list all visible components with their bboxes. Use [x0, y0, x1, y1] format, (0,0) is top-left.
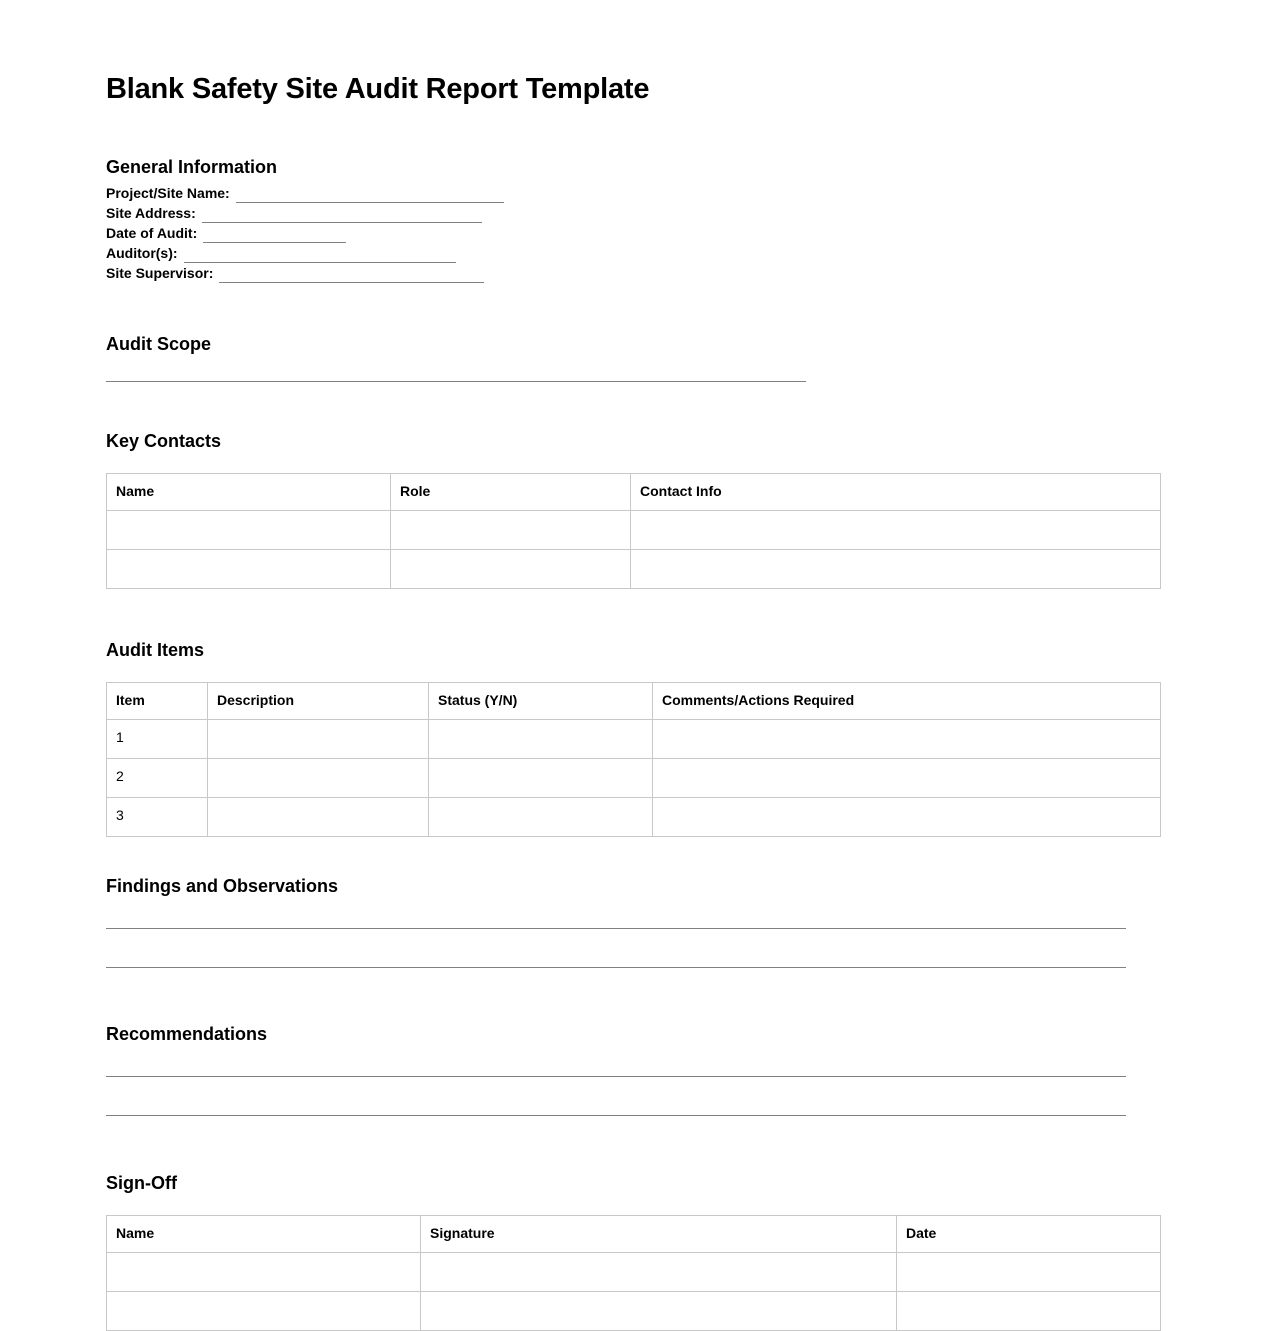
- section-heading-findings-and-observations: Findings and Observations: [106, 876, 339, 896]
- table-header-row: [107, 683, 1161, 720]
- cell-status[interactable]: [429, 759, 653, 798]
- findings-write-in-line-1[interactable]: [106, 928, 1126, 929]
- key-contacts-table: [106, 473, 1161, 589]
- column-header-description: Description: [208, 683, 429, 720]
- column-header-comments-actions: Comments/Actions Required: [653, 683, 1161, 720]
- column-header-name: Name: [107, 1216, 421, 1253]
- section-heading-key-contacts: Key Contacts: [106, 431, 222, 451]
- cell-description[interactable]: [208, 759, 429, 798]
- cell-signature[interactable]: [421, 1253, 897, 1292]
- cell-item-number: 2: [107, 759, 208, 798]
- cell-name[interactable]: [107, 511, 391, 550]
- field-label-date-of-audit: Date of Audit:: [106, 225, 198, 241]
- field-label-site-address: Site Address:: [106, 205, 196, 221]
- field-input-date-of-audit[interactable]: [203, 228, 346, 243]
- table-row: [107, 511, 1161, 550]
- column-header-role: Role: [391, 474, 631, 511]
- column-header-item: Item: [107, 683, 208, 720]
- cell-contact-info[interactable]: [631, 550, 1161, 589]
- general-information-field-list: [106, 178, 1157, 283]
- cell-name[interactable]: [107, 1253, 421, 1292]
- section-heading-sign-off: Sign-Off: [106, 1173, 177, 1193]
- table-row: [107, 1253, 1161, 1292]
- sign-off-table: [106, 1215, 1161, 1331]
- section-heading-audit-items: Audit Items: [106, 640, 205, 660]
- field-input-auditors[interactable]: [184, 248, 456, 263]
- cell-item-number: 1: [107, 720, 208, 759]
- cell-status[interactable]: [429, 798, 653, 837]
- field-label-site-supervisor: Site Supervisor:: [106, 265, 214, 281]
- table-row: [107, 798, 1161, 837]
- cell-status[interactable]: [429, 720, 653, 759]
- cell-name[interactable]: [107, 550, 391, 589]
- cell-date[interactable]: [897, 1253, 1161, 1292]
- section-heading-general-information: General Information: [106, 157, 278, 177]
- section-heading-audit-scope: Audit Scope: [106, 334, 212, 354]
- column-header-name: Name: [107, 474, 391, 511]
- page-title: Blank Safety Site Audit Report Template: [106, 73, 650, 105]
- table-row: [107, 759, 1161, 798]
- section-heading-recommendations: Recommendations: [106, 1024, 268, 1044]
- table-header-row: [107, 474, 1161, 511]
- cell-item-number: 3: [107, 798, 208, 837]
- cell-role[interactable]: [391, 511, 631, 550]
- table-row: [107, 550, 1161, 589]
- cell-comments[interactable]: [653, 720, 1161, 759]
- field-row-site-supervisor: [106, 263, 1157, 283]
- field-row-date-of-audit: [106, 223, 1157, 243]
- column-header-date: Date: [897, 1216, 1161, 1253]
- cell-comments[interactable]: [653, 759, 1161, 798]
- column-header-contact-info: Contact Info: [631, 474, 1161, 511]
- audit-items-table: [106, 682, 1161, 837]
- table-row: [107, 1292, 1161, 1331]
- field-label-project-site-name: Project/Site Name:: [106, 185, 230, 201]
- cell-comments[interactable]: [653, 798, 1161, 837]
- table-row: [107, 720, 1161, 759]
- field-input-site-supervisor[interactable]: [219, 268, 484, 283]
- cell-role[interactable]: [391, 550, 631, 589]
- cell-description[interactable]: [208, 720, 429, 759]
- cell-name[interactable]: [107, 1292, 421, 1331]
- cell-contact-info[interactable]: [631, 511, 1161, 550]
- column-header-signature: Signature: [421, 1216, 897, 1253]
- cell-description[interactable]: [208, 798, 429, 837]
- recommendations-write-in-line-1[interactable]: [106, 1076, 1126, 1077]
- field-input-project-site-name[interactable]: [236, 188, 504, 203]
- column-header-status: Status (Y/N): [429, 683, 653, 720]
- cell-signature[interactable]: [421, 1292, 897, 1331]
- field-row-project-site-name: [106, 183, 1157, 203]
- cell-date[interactable]: [897, 1292, 1161, 1331]
- field-row-site-address: [106, 203, 1157, 223]
- field-row-auditors: [106, 243, 1157, 263]
- table-header-row: [107, 1216, 1161, 1253]
- field-label-auditors: Auditor(s):: [106, 245, 178, 261]
- field-input-site-address[interactable]: [202, 208, 482, 223]
